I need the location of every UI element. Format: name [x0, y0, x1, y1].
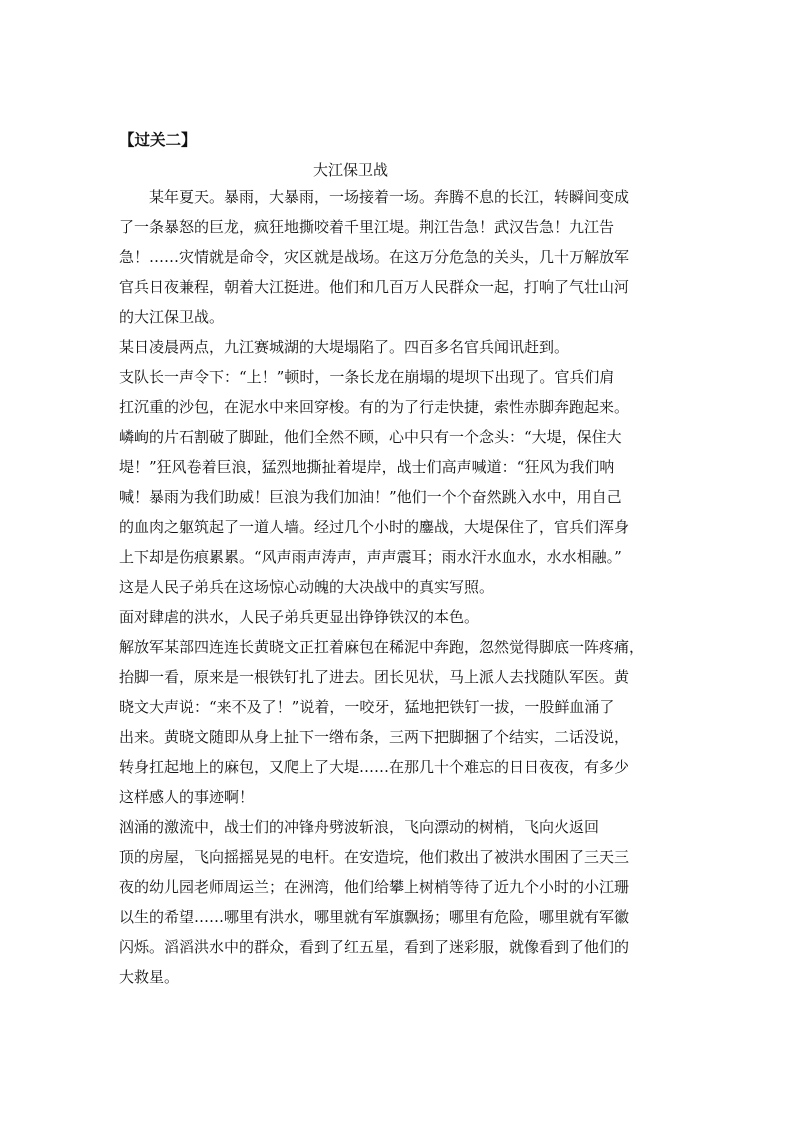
- text-line: 这是人民子弟兵在这场惊心动魄的大决战中的真实写照。: [119, 578, 495, 596]
- text-line: 出来。黄晓文随即从身上扯下一绺布条，三两下把脚捆了个结实，二话没说，: [119, 728, 630, 746]
- text-line: 顶的房屋，飞向摇摇晃晃的电杆。在安造垸，他们救出了被洪水围困了三天三: [119, 848, 630, 866]
- text-line: 这样感人的事迹啊！: [119, 788, 255, 806]
- document-title: 大江保卫战: [313, 161, 389, 179]
- text-line: 某年夏天。暴雨，大暴雨，一场接着一场。奔腾不息的长江，转瞬间变成: [149, 188, 630, 206]
- text-line: 闪烁。滔滔洪水中的群众，看到了红五星，看到了迷彩服，就像看到了他们的: [119, 938, 630, 956]
- text-line: 以生的希望……哪里有洪水，哪里就有军旗飘扬；哪里有危险，哪里就有军徽: [119, 908, 630, 926]
- text-line: 抬脚一看，原来是一根铁钉扎了进去。团长见状，马上派人去找随队军医。黄: [119, 668, 630, 686]
- text-line: 的血肉之躯筑起了一道人墙。经过几个小时的鏖战，大堤保住了，官兵们浑身: [119, 518, 630, 536]
- text-line: 的大江保卫战。: [119, 308, 225, 326]
- text-line: 支队长一声令下：“上！”顿时，一条长龙在崩塌的堤坝下出现了。官兵们肩: [119, 368, 615, 386]
- text-line: 堤！”狂风卷着巨浪，猛烈地撕扯着堤岸，战士们高声喊道：“狂风为我们呐: [119, 458, 615, 476]
- text-line: 面对肆虐的洪水，人民子弟兵更显出铮铮铁汉的本色。: [119, 608, 480, 626]
- section-heading: 【过关二】: [119, 130, 197, 149]
- text-line: 汹涌的激流中，战士们的冲锋舟劈波斩浪，飞向漂动的树梢，飞向火返回: [119, 818, 600, 836]
- text-line: 晓文大声说：“来不及了！”说着，一咬牙，猛地把铁钉一拔，一股鲜血涌了: [119, 698, 615, 716]
- text-line: 解放军某部四连连长黄晓文正扛着麻包在稀泥中奔跑，忽然觉得脚底一阵疼痛，: [119, 638, 645, 656]
- text-line: 喊！暴雨为我们助威！巨浪为我们加油！”他们一个个奋然跳入水中，用自己: [119, 488, 622, 506]
- text-line: 大救星。: [119, 968, 180, 986]
- text-line: 某日凌晨两点，九江赛城湖的大堤塌陷了。四百多名官兵闻讯赶到。: [119, 338, 570, 356]
- text-line: 嶙峋的片石割破了脚趾，他们全然不顾，心中只有一个念头：“大堤，保住大: [119, 428, 622, 446]
- text-line: 了一条暴怒的巨龙，疯狂地撕咬着千里江堤。荆江告急！武汉告急！九江告: [119, 218, 615, 236]
- text-line: 急！……灾情就是命令，灾区就是战场。在这万分危急的关头，几十万解放军: [119, 248, 630, 266]
- text-line: 转身扛起地上的麻包，又爬上了大堤……在那几十个难忘的日日夜夜，有多少: [119, 758, 630, 776]
- text-line: 上下却是伤痕累累。“风声雨声涛声，声声震耳；雨水汗水血水，水水相融。”: [119, 548, 622, 566]
- text-line: 扛沉重的沙包，在泥水中来回穿梭。有的为了行走快捷，索性赤脚奔跑起来。: [119, 398, 630, 416]
- text-line: 夜的幼儿园老师周运兰；在洲湾，他们给攀上树梢等待了近九个小时的小江珊: [119, 878, 630, 896]
- text-line: 官兵日夜兼程，朝着大江挺进。他们和几百万人民群众一起，打响了气壮山河: [119, 278, 630, 296]
